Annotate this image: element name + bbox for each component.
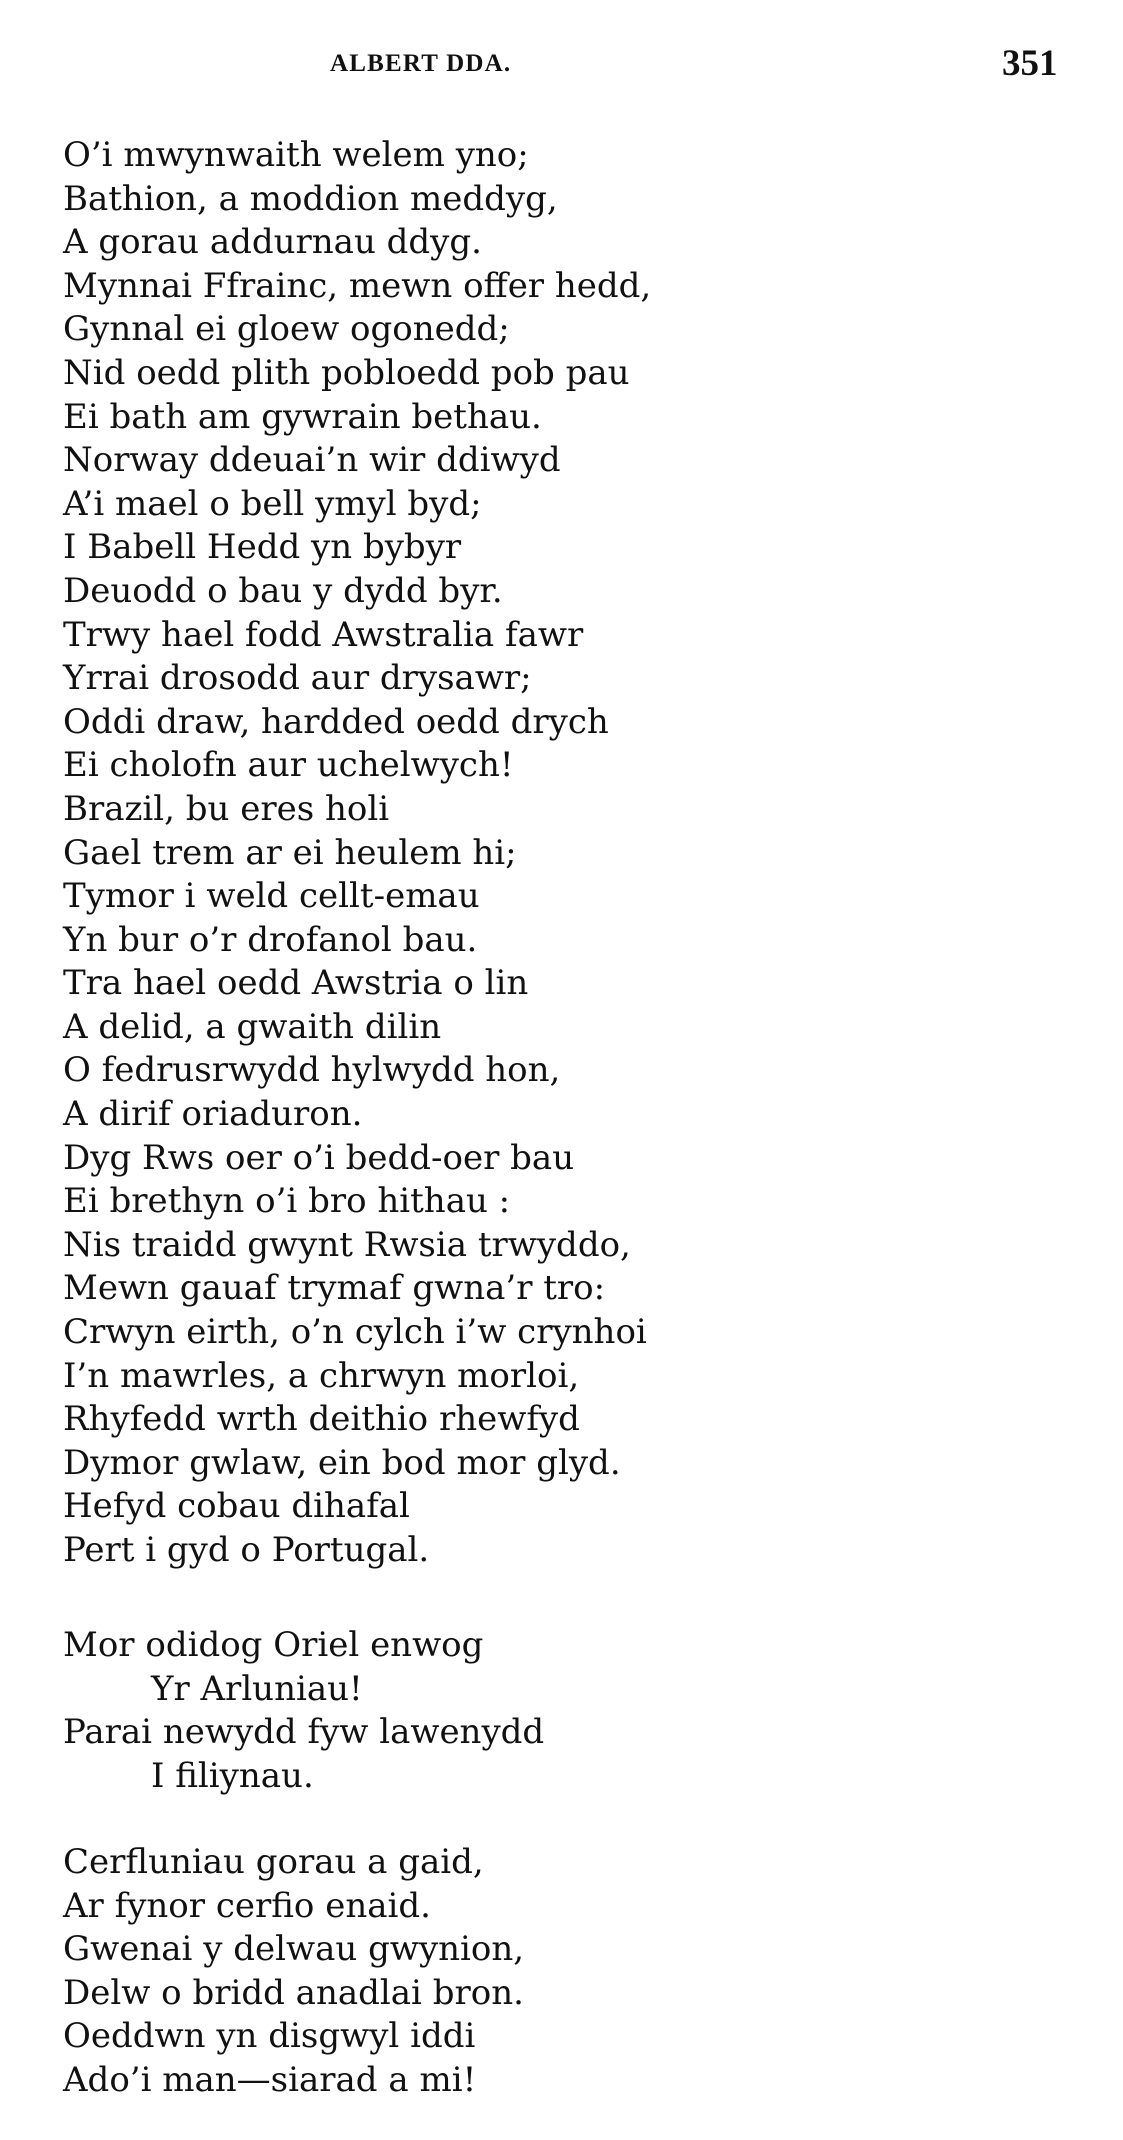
- poem-line: Ei cholofn aur uchelwych!: [63, 745, 514, 786]
- poem-line: Trwy hael fodd Awstralia fawr: [63, 614, 584, 655]
- poem-line: Brazil, bu eres holi: [63, 788, 390, 829]
- poem-line: Cerfluniau gorau a gaid,: [63, 1842, 484, 1882]
- poem-line: A gorau addurnau ddyg.: [63, 222, 482, 263]
- poem-line: Dyg Rws oer o’i bedd-oer bau: [63, 1137, 575, 1178]
- poem-line: Hefyd cobau dihafal: [63, 1486, 410, 1527]
- poem-line: Yrrai drosodd aur drysawr;: [63, 658, 532, 699]
- poem-line: Nis traidd gwynt Rwsia trwyddo,: [63, 1224, 631, 1265]
- poem-line: Mynnai Ffrainc, mewn offer hedd,: [63, 265, 652, 306]
- poem-line: Crwyn eirth, o’n cylch i’w crynhoi: [63, 1312, 647, 1353]
- poem-line: Mewn gauaf trymaf gwna’r tro:: [63, 1268, 606, 1309]
- poem-line: Dymor gwlaw, ein bod mor glyd.: [63, 1442, 621, 1483]
- poem-line: A delid, a gwaith dilin: [63, 1006, 442, 1047]
- poem-line: I Babell Hedd yn bybyr: [63, 527, 462, 568]
- poem-line: Yn bur o’r drofanol bau.: [63, 919, 478, 960]
- poem-line: Nid oedd plith pobloedd pob pau: [63, 352, 630, 393]
- poem-line: Gwenai y delwau gwynion,: [63, 1929, 525, 1970]
- poem-line: Tra hael oedd Awstria o lin: [63, 963, 529, 1004]
- poem-line: Mor odidog Oriel enwog: [63, 1625, 484, 1665]
- poem-stanza-sculpture: [63, 1841, 1063, 2103]
- running-header: [0, 42, 1123, 86]
- poem-line: Oddi draw, hardded oedd drych: [63, 701, 609, 742]
- poem-line: Oeddwn yn disgwyl iddi: [63, 2016, 476, 2057]
- poem-stanza-gallery: [63, 1624, 1063, 1798]
- poem-line: Gynnal ei gloew ogonedd;: [63, 309, 510, 350]
- poem-line: I’n mawrles, a chrwyn morloi,: [63, 1355, 580, 1396]
- page-number: 351: [1002, 43, 1058, 84]
- running-title: ALBERT DDA.: [330, 50, 512, 77]
- poem-line: Rhyfedd wrth deithio rhewfyd: [63, 1399, 580, 1440]
- poem-line: Delw o bridd anadlai bron.: [63, 1972, 524, 2013]
- poem-line: Ar fynor cerfio enaid.: [63, 1885, 431, 1926]
- poem-line: A’i mael o bell ymyl byd;: [63, 483, 482, 524]
- poem-stanza-main: [63, 134, 1063, 1573]
- poem-line: Gael trem ar ei heulem hi;: [63, 832, 517, 873]
- poem-line: O’i mwynwaith welem yno;: [63, 135, 529, 175]
- poem-line: Ei brethyn o’i bro hithau :: [63, 1181, 511, 1222]
- poem-line: Parai newydd fyw lawenydd: [63, 1712, 545, 1753]
- poem-line: O fedrusrwydd hylwydd hon,: [63, 1050, 561, 1091]
- poem-line: Deuodd o bau y dydd byr.: [63, 570, 503, 611]
- poem-line-indented: I filiynau.: [151, 1755, 314, 1796]
- poem-line: Ado’i man—siarad a mi!: [63, 2059, 477, 2100]
- poem-line: Pert i gyd o Portugal.: [63, 1530, 430, 1570]
- poem-line: Norway ddeuai’n wir ddiwyd: [63, 440, 561, 481]
- poem-line: Tymor i weld cellt-emau: [63, 876, 480, 917]
- poem-line: A dirif oriaduron.: [63, 1094, 363, 1135]
- poem-line: Bathion, a moddion meddyg,: [63, 178, 558, 219]
- poem-line-indented: Yr Arluniau!: [151, 1668, 363, 1709]
- poem-line: Ei bath am gywrain bethau.: [63, 396, 542, 437]
